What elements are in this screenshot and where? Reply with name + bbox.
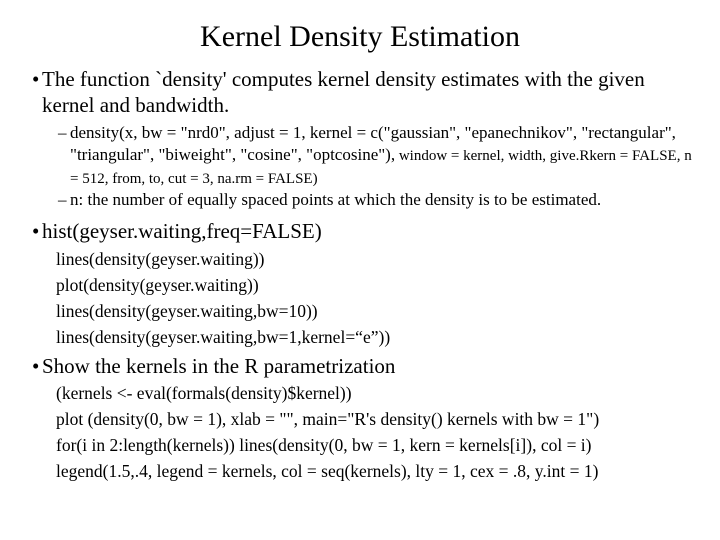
signature-args-text: window = kernel, width, give.Rkern = FALSE, n = 512, from, to, cut = 3, na.rm = FALSE) (70, 148, 692, 187)
bullet-marker: • (32, 354, 40, 378)
code-line: for(i in 2:length(kernels)) lines(density(0, bw = 1, kern = kernels[i]), col = i) (56, 435, 592, 455)
n-description-text: n: the number of equally spaced points at which the density is to be estimated. (70, 190, 602, 209)
code-line: legend(1.5,.4, legend = kernels, col = seq(kernels), lty = 1, cex = .8, y.int = 1) (56, 461, 599, 481)
bullet-marker: • (32, 219, 40, 243)
subbullet-density-signature (58, 122, 698, 190)
bullet-text: The function `density' computes kernel density estimates with the given kernel and bandwidth. (42, 67, 645, 117)
code-block-density-lines (56, 246, 696, 350)
code-line: (kernels <- eval(formals(density)$kernel)) (56, 383, 352, 403)
bullet-density-function (32, 66, 692, 118)
dash-marker: – (58, 123, 67, 142)
code-line: lines(density(geyser.waiting)) (56, 249, 265, 269)
code-line: plot (density(0, bw = 1), xlab = "", main="R's density() kernels with bw = 1") (56, 409, 600, 429)
subbullet-n-description (58, 189, 698, 211)
code-line: plot(density(geyser.waiting)) (56, 275, 259, 295)
code-line: lines(density(geyser.waiting,bw=1,kernel=“e”)) (56, 327, 391, 347)
code-block-kernels (56, 380, 696, 484)
dash-marker: – (58, 190, 67, 209)
bullet-text: Show the kernels in the R parametrization (42, 354, 396, 378)
bullet-kernels (32, 353, 692, 379)
bullet-text: hist(geyser.waiting,freq=FALSE) (42, 219, 322, 243)
bullet-marker: • (32, 67, 40, 91)
bullet-hist (32, 218, 692, 244)
slide-title: Kernel Density Estimation (200, 20, 520, 53)
code-line: lines(density(geyser.waiting,bw=10)) (56, 301, 318, 321)
signature-text: density(x, bw = "nrd0", adjust = 1, kernel = c("gaussian", "epanechnikov", "rectangular", "triangular", "biweight", "cosine", "optcosine"), (70, 123, 676, 164)
